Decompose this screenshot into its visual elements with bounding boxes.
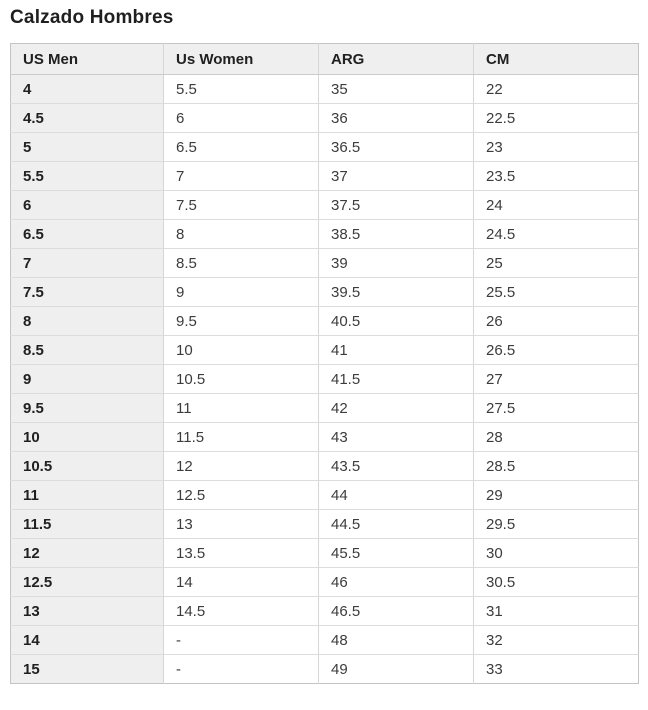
- table-row: [11, 162, 639, 191]
- table-cell: 43: [319, 423, 474, 452]
- table-body: [11, 75, 639, 684]
- row-header-cell: 8: [11, 307, 164, 336]
- table-row: [11, 481, 639, 510]
- table-cell: 23.5: [474, 162, 639, 191]
- row-header-cell: 12: [11, 539, 164, 568]
- table-cell: 45.5: [319, 539, 474, 568]
- table-cell: 8: [164, 220, 319, 249]
- row-header-cell: 7: [11, 249, 164, 278]
- row-header-cell: 6.5: [11, 220, 164, 249]
- table-row: [11, 394, 639, 423]
- table-header: [11, 44, 639, 75]
- row-header-cell: 4.5: [11, 104, 164, 133]
- row-header-cell: 6: [11, 191, 164, 220]
- table-cell: 13: [164, 510, 319, 539]
- table-cell: 39.5: [319, 278, 474, 307]
- table-row: [11, 452, 639, 481]
- table-row: [11, 423, 639, 452]
- table-cell: 46: [319, 568, 474, 597]
- row-header-cell: 15: [11, 655, 164, 684]
- table-cell: 43.5: [319, 452, 474, 481]
- table-cell: 46.5: [319, 597, 474, 626]
- table-cell: 27.5: [474, 394, 639, 423]
- table-cell: 39: [319, 249, 474, 278]
- table-row: [11, 307, 639, 336]
- row-header-cell: 10: [11, 423, 164, 452]
- table-cell: 9.5: [164, 307, 319, 336]
- table-cell: 7.5: [164, 191, 319, 220]
- table-row: [11, 336, 639, 365]
- row-header-cell: 12.5: [11, 568, 164, 597]
- column-header-cm: CM: [474, 44, 639, 75]
- table-cell: 11.5: [164, 423, 319, 452]
- table-row: [11, 510, 639, 539]
- table-cell: 22.5: [474, 104, 639, 133]
- row-header-cell: 4: [11, 75, 164, 104]
- column-header-arg: ARG: [319, 44, 474, 75]
- row-header-cell: 7.5: [11, 278, 164, 307]
- row-header-cell: 14: [11, 626, 164, 655]
- row-header-cell: 5.5: [11, 162, 164, 191]
- table-row: [11, 104, 639, 133]
- table-cell: 30: [474, 539, 639, 568]
- table-cell: 25: [474, 249, 639, 278]
- table-cell: 13.5: [164, 539, 319, 568]
- table-cell: 28.5: [474, 452, 639, 481]
- table-cell: 38.5: [319, 220, 474, 249]
- table-cell: 6: [164, 104, 319, 133]
- table-cell: 27: [474, 365, 639, 394]
- table-cell: 33: [474, 655, 639, 684]
- table-row: [11, 278, 639, 307]
- table-cell: 22: [474, 75, 639, 104]
- table-row: [11, 191, 639, 220]
- table-cell: 32: [474, 626, 639, 655]
- table-cell: 26.5: [474, 336, 639, 365]
- size-chart-table: [10, 43, 639, 684]
- header-row: [11, 44, 639, 75]
- table-cell: 5.5: [164, 75, 319, 104]
- table-cell: 29: [474, 481, 639, 510]
- row-header-cell: 9.5: [11, 394, 164, 423]
- table-cell: 10.5: [164, 365, 319, 394]
- table-cell: 7: [164, 162, 319, 191]
- table-cell: -: [164, 626, 319, 655]
- row-header-cell: 9: [11, 365, 164, 394]
- table-cell: 23: [474, 133, 639, 162]
- table-cell: 25.5: [474, 278, 639, 307]
- table-cell: 10: [164, 336, 319, 365]
- table-cell: 44: [319, 481, 474, 510]
- table-cell: 24: [474, 191, 639, 220]
- table-cell: 44.5: [319, 510, 474, 539]
- table-cell: 9: [164, 278, 319, 307]
- table-cell: 40.5: [319, 307, 474, 336]
- row-header-cell: 11: [11, 481, 164, 510]
- table-cell: 12.5: [164, 481, 319, 510]
- table-cell: 24.5: [474, 220, 639, 249]
- table-row: [11, 249, 639, 278]
- table-cell: 11: [164, 394, 319, 423]
- row-header-cell: 13: [11, 597, 164, 626]
- table-cell: 30.5: [474, 568, 639, 597]
- table-cell: 36: [319, 104, 474, 133]
- table-row: [11, 539, 639, 568]
- table-cell: 29.5: [474, 510, 639, 539]
- table-row: [11, 626, 639, 655]
- table-row: [11, 365, 639, 394]
- table-cell: 41: [319, 336, 474, 365]
- row-header-cell: 8.5: [11, 336, 164, 365]
- column-header-us-men: US Men: [11, 44, 164, 75]
- table-row: [11, 597, 639, 626]
- table-cell: 37: [319, 162, 474, 191]
- row-header-cell: 11.5: [11, 510, 164, 539]
- row-header-cell: 10.5: [11, 452, 164, 481]
- row-header-cell: 5: [11, 133, 164, 162]
- table-cell: -: [164, 655, 319, 684]
- table-cell: 14.5: [164, 597, 319, 626]
- table-row: [11, 655, 639, 684]
- table-cell: 14: [164, 568, 319, 597]
- table-row: [11, 568, 639, 597]
- table-row: [11, 220, 639, 249]
- table-cell: 28: [474, 423, 639, 452]
- table-cell: 42: [319, 394, 474, 423]
- table-cell: 41.5: [319, 365, 474, 394]
- table-cell: 26: [474, 307, 639, 336]
- table-cell: 12: [164, 452, 319, 481]
- table-cell: 37.5: [319, 191, 474, 220]
- table-row: [11, 133, 639, 162]
- table-row: [11, 75, 639, 104]
- table-cell: 49: [319, 655, 474, 684]
- table-cell: 36.5: [319, 133, 474, 162]
- table-cell: 31: [474, 597, 639, 626]
- table-cell: 6.5: [164, 133, 319, 162]
- table-cell: 48: [319, 626, 474, 655]
- table-cell: 8.5: [164, 249, 319, 278]
- column-header-us-women: Us Women: [164, 44, 319, 75]
- table-cell: 35: [319, 75, 474, 104]
- page-title: Calzado Hombres: [10, 7, 174, 28]
